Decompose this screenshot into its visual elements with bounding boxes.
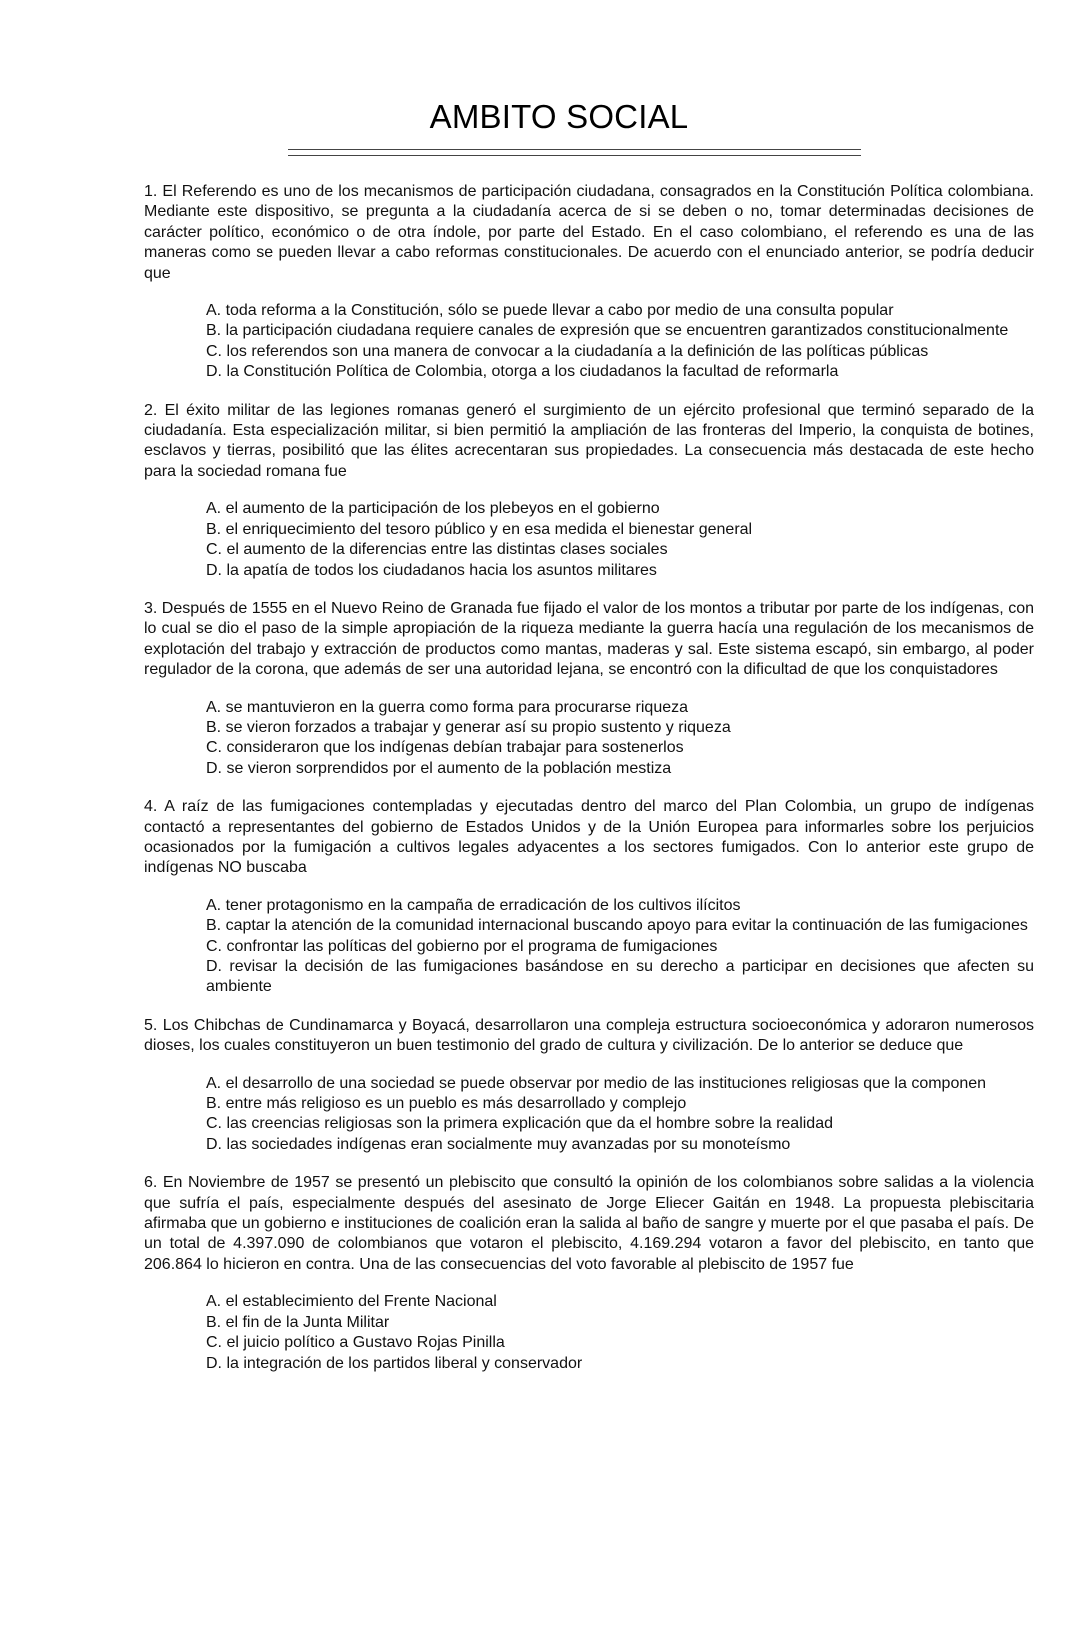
- option-d: D. la integración de los partidos liberal y conservador: [206, 1354, 583, 1372]
- question-5: [144, 1016, 1034, 1155]
- option-b: B. entre más religioso es un pueblo es más desarrollado y complejo: [206, 1095, 687, 1113]
- option-d: D. la Constitución Política de Colombia, otorga a los ciudadanos la facultad de reformarla: [206, 363, 839, 381]
- option-c: C. confrontar las políticas del gobierno por el programa de fumigaciones: [206, 937, 718, 955]
- option-b: B. la participación ciudadana requiere canales de expresión que se encuentren garantizados constitucionalmente: [206, 322, 1009, 340]
- question-3: [144, 599, 1034, 779]
- question-stem: 3. Después de 1555 en el Nuevo Reino de Granada fue fijado el valor de los montos a tributar por parte de los indígenas, con lo cual se dio el paso de la simple apropiación de la riqueza mediante la guerra hacía una regulación de los mecanismos de explotación del trabajo y extracción de productos como mantas, maderas y sal. Este sistema escapó, sin embargo, al poder regulador de la corona, que además de ser una autoridad lejana, se encontró con la dificultad de que los conquistadores: [144, 599, 1034, 679]
- option-a: A. tener protagonismo en la campaña de erradicación de los cultivos ilícitos: [206, 896, 741, 914]
- question-stem: 2. El éxito militar de las legiones romanas generó el surgimiento de un ejército profesional que terminó separado de la ciudadanía. Esta especialización militar, si bien permitió la ampliación de las fronteras del Imperio, la conquista de botines, esclavos y tierras, posibilitó que las élites acrecentaran sus propiedades. La consecuencia más destacada de este hecho para la sociedad romana fue: [144, 401, 1034, 480]
- options-list: [144, 698, 1034, 780]
- options-list: [144, 1292, 1034, 1374]
- page-title: AMBITO SOCIAL: [429, 98, 689, 135]
- option-b: B. captar la atención de la comunidad internacional buscando apoyo para evitar la continuación de las fumigaciones: [206, 917, 1028, 935]
- option-b: B. el fin de la Junta Militar: [206, 1313, 390, 1331]
- options-list: [144, 896, 1034, 998]
- option-d: D. se vieron sorprendidos por el aumento de la población mestiza: [206, 759, 672, 777]
- option-c: C. los referendos son una manera de convocar a la ciudadanía a la definición de las políticas públicas: [206, 342, 929, 360]
- title-divider: [288, 149, 861, 150]
- option-c: C. consideraron que los indígenas debían trabajar para sostenerlos: [206, 739, 684, 757]
- option-b: B. el enriquecimiento del tesoro público y en esa medida el bienestar general: [206, 520, 753, 538]
- options-list: [144, 301, 1034, 383]
- option-a: A. toda reforma a la Constitución, sólo se puede llevar a cabo por medio de una consulta popular: [206, 302, 894, 320]
- option-a: A. el desarrollo de una sociedad se puede observar por medio de las instituciones religiosas que la componen: [206, 1074, 987, 1092]
- option-b: B. se vieron forzados a trabajar y generar así su propio sustento y riqueza: [206, 718, 731, 736]
- option-a: A. el establecimiento del Frente Nacional: [206, 1293, 497, 1311]
- question-stem: 1. El Referendo es uno de los mecanismos de participación ciudadana, consagrados en la Constitución Política colombiana. Mediante este dispositivo, se pregunta a la ciudadanía acerca de si se deben o no, tomar determinadas decisiones de carácter político, económico o de otra índole, por parte del Estado. En el caso colombiano, el referendo es una de las maneras como se pueden llevar a cabo reformas constitucionales. De acuerdo con el enunciado anterior, se podría deducir que: [144, 183, 1034, 282]
- option-c: C. el aumento de la diferencias entre las distintas clases sociales: [206, 541, 668, 559]
- question-stem: 6. En Noviembre de 1957 se presentó un plebiscito que consultó la opinión de los colombianos sobre salidas a la violencia que sufría el país, especialmente después del asesinato de Jorge Eliecer Gaitán en 1948. La propuesta plebiscitaria afirmaba que un gobierno e instituciones de coalición eran la salida al baño de sangre y muerte por el que pasaba el país. De un total de 4.397.090 de colombianos que votaron el plebiscito, 4.169.294 votaron a favor del plebiscito, en tanto que 206.864 lo hicieron en contra. Una de las consecuencias del voto favorable al plebiscito de 1957 fue: [144, 1174, 1034, 1273]
- option-a: A. se mantuvieron en la guerra como forma para procurarse riqueza: [206, 698, 689, 716]
- questions-container: [144, 182, 1034, 1392]
- option-d: D. la apatía de todos los ciudadanos hacia los asuntos militares: [206, 561, 657, 579]
- option-a: A. el aumento de la participación de los plebeyos en el gobierno: [206, 500, 660, 518]
- options-list: [144, 1074, 1034, 1156]
- question-stem: 4. A raíz de las fumigaciones contempladas y ejecutadas dentro del marco del Plan Colombia, un grupo de indígenas contactó a representantes del gobierno de Estados Unidos y de la Unión Europea para informarles sobre los perjuicios ocasionados por la fumigación a cultivos legales adyacentes a los sectores fumigados. Con lo anterior este grupo de indígenas NO buscaba: [144, 798, 1034, 877]
- question-1: [144, 182, 1034, 383]
- question-stem: 5. Los Chibchas de Cundinamarca y Boyacá, desarrollaron una compleja estructura socioeconómica y adoraron numerosos dioses, los cuales constituyeron un buen testimonio del grado de cultura y civilización. De lo anterior se deduce que: [144, 1016, 1034, 1055]
- title-divider: [288, 155, 861, 156]
- option-d: D. revisar la decisión de las fumigaciones basándose en su derecho a participar en decisiones que afecten su ambiente: [206, 958, 1034, 996]
- question-2: [144, 401, 1034, 581]
- option-c: C. las creencias religiosas son la primera explicación que da el hombre sobre la realidad: [206, 1115, 833, 1133]
- options-list: [144, 499, 1034, 581]
- option-c: C. el juicio político a Gustavo Rojas Pinilla: [206, 1334, 505, 1352]
- question-6: [144, 1173, 1034, 1374]
- question-4: [144, 797, 1034, 998]
- option-d: D. las sociedades indígenas eran socialmente muy avanzadas por su monoteísmo: [206, 1135, 791, 1153]
